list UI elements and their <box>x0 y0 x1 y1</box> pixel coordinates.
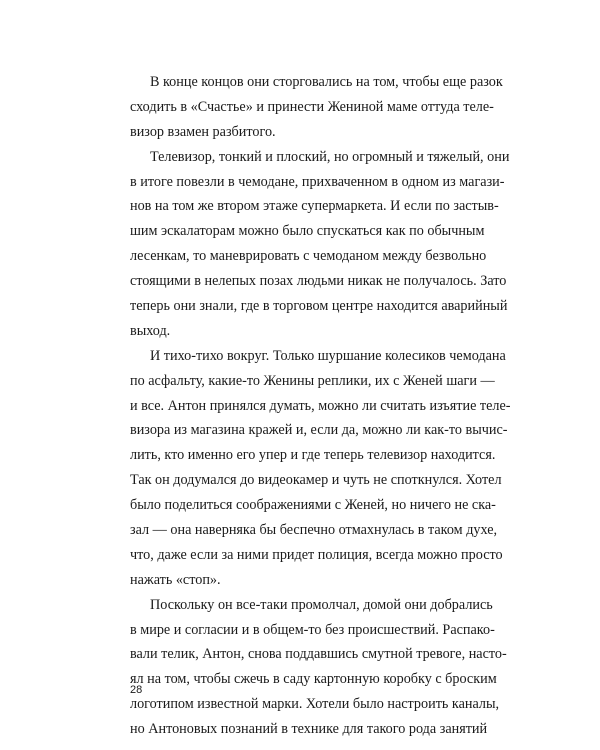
page-number: 28 <box>130 684 143 696</box>
text-line: по асфальту, какие-то Женины реплики, их с Женей шаги — <box>130 372 495 389</box>
text-line: лить, кто именно его упер и где теперь телевизор находится. <box>130 447 496 464</box>
text-line: Так он додумался до видеокамер и чуть не споткнулся. Хотел <box>130 472 502 489</box>
text-line: сходить в «Счастье» и принести Жениной маме оттуда теле- <box>130 98 494 115</box>
text-line: теперь они знали, где в торговом центре находится аварийный <box>130 298 508 315</box>
text-line: но Антоновых познаний в технике для такого рода занятий <box>130 721 488 738</box>
text-line: в мире и согласии и в общем-то без происшествий. Распако- <box>130 621 495 638</box>
text-line: визора из магазина кражей и, если да, можно ли как-то вычис- <box>130 422 508 439</box>
text-line: выход. <box>130 322 171 339</box>
text-line: Поскольку он все-таки промолчал, домой они добрались <box>150 596 493 613</box>
text-line: В конце концов они сторговались на том, чтобы еще разок <box>150 74 503 90</box>
text-line: шим эскалаторам можно было спускаться как по обычным <box>130 223 485 240</box>
text-line: логотипом известной марки. Хотели было настроить каналы, <box>130 696 500 713</box>
text-line: визор взамен разбитого. <box>130 123 276 140</box>
text-line: что, даже если за ними придет полиция, всегда можно просто <box>130 546 503 563</box>
text-line: в итоге повезли в чемодане, прихваченном в одном из магази- <box>130 173 505 190</box>
text-line: стоящими в нелепых позах людьми никак не получалось. Зато <box>130 273 507 290</box>
text-line: зал — она наверняка бы беспечно отмахнулась в таком духе, <box>130 522 498 539</box>
text-line: ял на том, чтобы сжечь в саду картонную коробку с броским <box>130 671 497 688</box>
text-line: нов на том же втором этаже супермаркета. И если по застыв- <box>130 198 499 215</box>
text-line: вали телик, Антон, снова поддавшись смутной тревоге, насто- <box>130 646 507 663</box>
text-line: Телевизор, тонкий и плоский, но огромный и тяжелый, они <box>150 148 510 165</box>
text-line: нажать «стоп». <box>130 571 221 588</box>
body-text <box>130 70 511 742</box>
text-line: было поделиться соображениями с Женей, но ничего не ска- <box>130 497 496 514</box>
text-line: лесенкам, то маневрировать с чемоданом между безвольно <box>130 248 487 265</box>
text-line: И тихо-тихо вокруг. Только шуршание колесиков чемодана <box>150 347 506 364</box>
text-line: и все. Антон принялся думать, можно ли считать изъятие теле- <box>130 397 511 414</box>
